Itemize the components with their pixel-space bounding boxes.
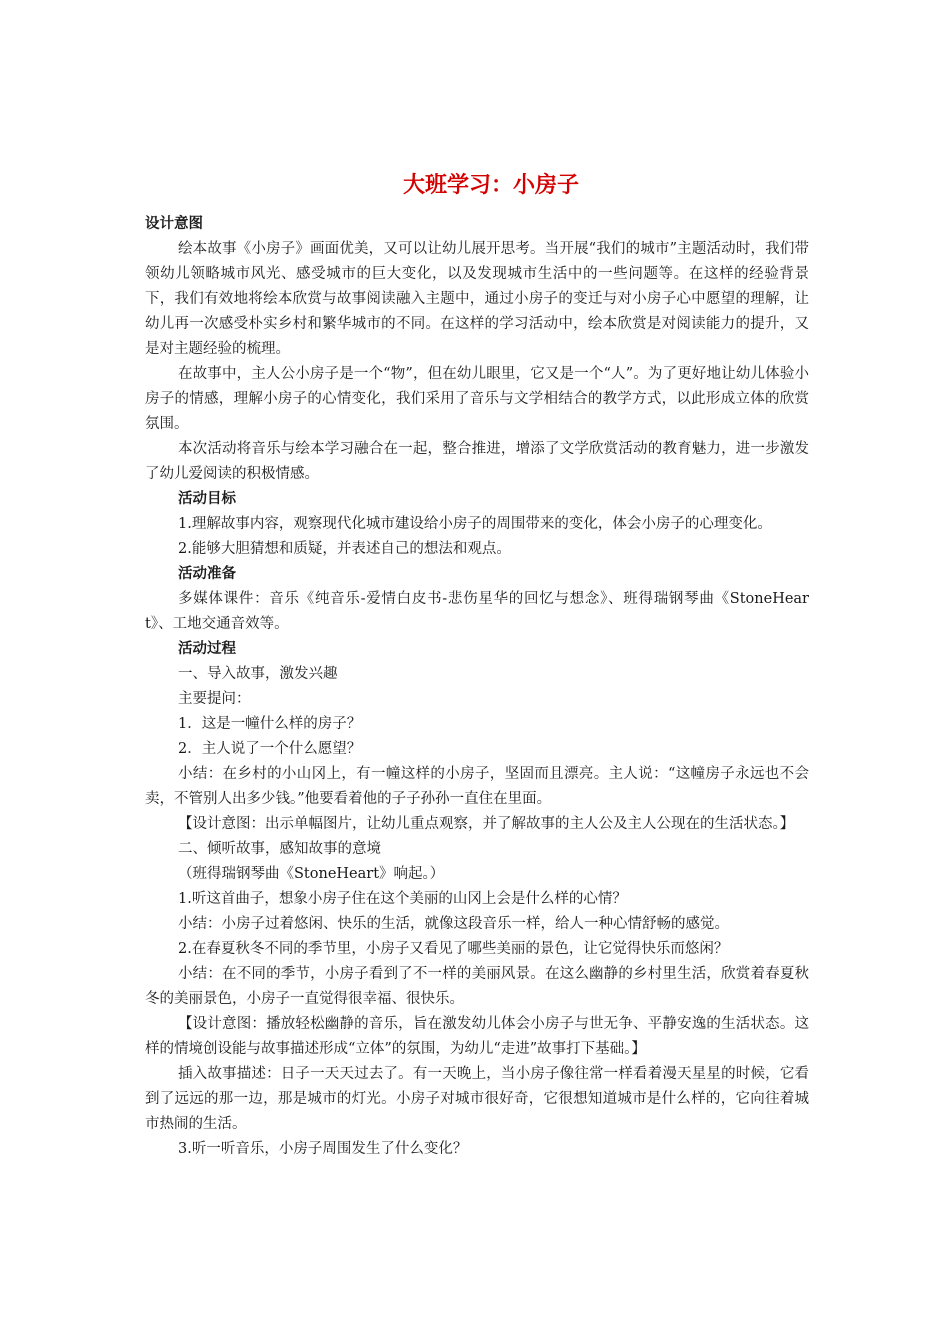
- prep-text: 多媒体课件：音乐《纯音乐-爱情白皮书-悲伤星华的回忆与想念》、班得瑞钢琴曲《StoneHeart》、工地交通音效等。: [145, 591, 809, 632]
- document-page: [145, 168, 809, 1162]
- step1-question-1: 1．这是一幢什么样的房子？: [178, 716, 362, 732]
- step1-intent: 【设计意图：出示单幅图片，让幼儿重点观察，并了解故事的主人公及主人公现在的生活状态。】: [178, 816, 795, 832]
- design-paragraph-2: 在故事中，主人公小房子是一个“物”，但在幼儿眼里，它又是一个“人”。为了更好地让幼儿体验小房子的情感，理解小房子的心情变化，我们采用了音乐与文学相结合的教学方式，以此形成立体的欣赏氛围。: [145, 366, 809, 432]
- step2-summary-2: 小结：在不同的季节，小房子看到了不一样的美丽风景。在这么幽静的乡村里生活，欣赏着春夏秋冬的美丽景色，小房子一直觉得很幸福、很快乐。: [145, 966, 809, 1007]
- document-title: 大班学习：小房子: [402, 173, 579, 198]
- process-heading: 活动过程: [178, 641, 236, 657]
- step2-summary-1: 小结：小房子过着悠闲、快乐的生活，就像这段音乐一样，给人一种心情舒畅的感觉。: [178, 916, 729, 932]
- design-paragraph-3: 本次活动将音乐与绘本学习融合在一起，整合推进，增添了文学欣赏活动的教育魅力，进一步激发了幼儿爱阅读的积极情感。: [145, 441, 809, 482]
- goals-heading: 活动目标: [178, 491, 236, 507]
- step1-title: 一、导入故事，激发兴趣: [178, 666, 338, 682]
- prep-heading: 活动准备: [178, 566, 236, 582]
- design-paragraph-1: 绘本故事《小房子》画面优美，又可以让幼儿展开思考。当开展“我们的城市”主题活动时，我们带领幼儿领略城市风光、感受城市的巨大变化，以及发现城市生活中的一些问题等。在这样的经验背景下，我们有效地将绘本欣赏与故事阅读融入主题中，通过小房子的变迁与对小房子心中愿望的理解，让幼儿再一次感受朴实乡村和繁华城市的不同。在这样的学习活动中，绘本欣赏是对阅读能力的提升，又是对主题经验的梳理。: [145, 241, 809, 357]
- step1-question-label: 主要提问：: [178, 691, 251, 707]
- step2-question-3: 3.听一听音乐，小房子周围发生了什么变化？: [178, 1141, 468, 1157]
- step2-question-2: 2.在春夏秋冬不同的季节里，小房子又看见了哪些美丽的景色，让它觉得快乐而悠闲？: [178, 941, 729, 957]
- step1-question-2: 2．主人说了一个什么愿望？: [178, 741, 362, 757]
- step2-question-1: 1.听这首曲子，想象小房子住在这个美丽的山冈上会是什么样的心情？: [178, 891, 627, 907]
- step2-intent: 【设计意图：播放轻松幽静的音乐，旨在激发幼儿体会小房子与世无争、平静安逸的生活状态。这样的情境创设能与故事描述形成“立体”的氛围，为幼儿“走进”故事打下基础。】: [145, 1016, 809, 1057]
- step2-title: 二、倾听故事，感知故事的意境: [178, 841, 381, 857]
- step2-insert: 插入故事描述：日子一天天过去了。有一天晚上，当小房子像往常一样看着漫天星星的时候，它看到了远远的那一边，那是城市的灯光。小房子对城市很好奇，它很想知道城市是什么样的，它向往着城市热闹的生活。: [145, 1066, 809, 1132]
- design-intent-heading: 设计意图: [145, 216, 203, 232]
- step1-summary: 小结：在乡村的小山冈上，有一幢这样的小房子，坚固而且漂亮。主人说：“这幢房子永远也不会卖，不管别人出多少钱。”他要看着他的子子孙孙一直住在里面。: [145, 766, 809, 807]
- goal-item-2: 2.能够大胆猜想和质疑，并表述自己的想法和观点。: [178, 541, 511, 557]
- step2-music: （班得瑞钢琴曲《StoneHeart》响起。）: [178, 866, 445, 882]
- goal-item-1: 1.理解故事内容，观察现代化城市建设给小房子的周围带来的变化，体会小房子的心理变化。: [178, 516, 772, 532]
